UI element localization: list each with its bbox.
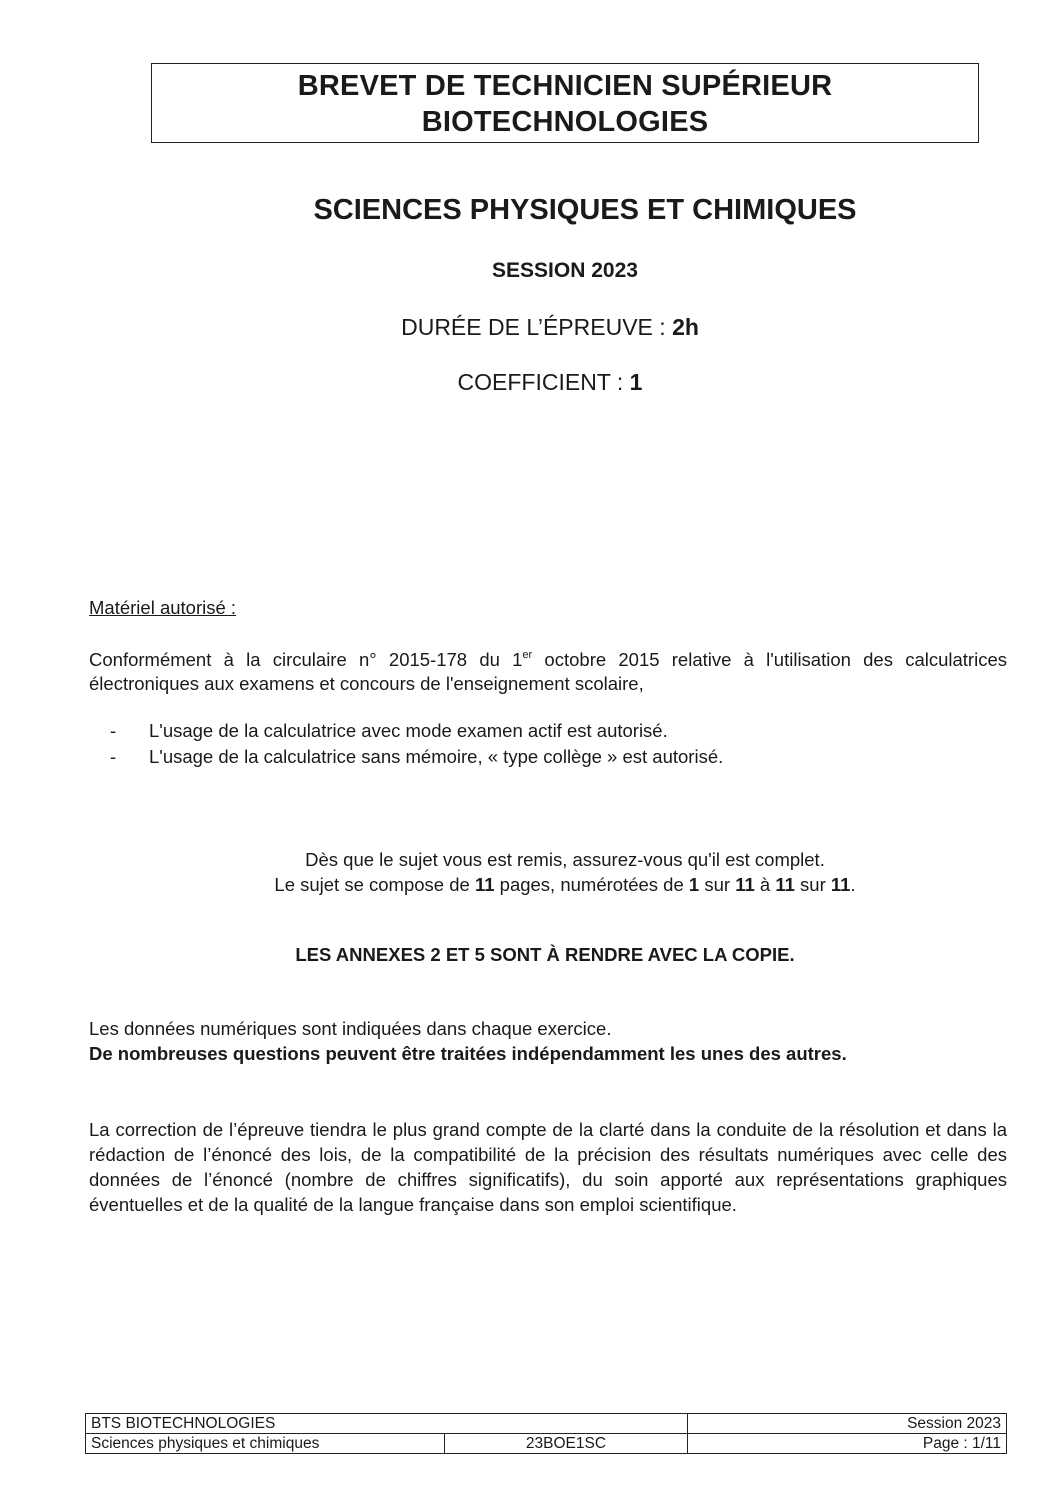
list-item-text: L'usage de la calculatrice sans mémoire, « type collège » est autorisé. (149, 746, 724, 767)
completeness-notice (0, 847, 1058, 897)
intro-text-a: Conformément à la circulaire n° 2015-178 du 1 (89, 649, 523, 670)
list-item (110, 718, 723, 744)
duration-label: DURÉE DE L’ÉPREUVE : (401, 314, 673, 340)
data-notice-line: Les données numériques sont indiquées dans chaque exercice. (89, 1018, 612, 1039)
list-item (110, 744, 723, 770)
page-of: 11 (735, 874, 755, 895)
text: sur (699, 874, 736, 895)
text: . (850, 874, 856, 895)
title-box (151, 63, 979, 143)
duration-value: 2h (672, 314, 699, 340)
page-last-of: 11 (830, 874, 851, 895)
specialty-title: BIOTECHNOLOGIES (421, 106, 709, 138)
completeness-line-2 (0, 872, 1058, 897)
page-last: 11 (775, 874, 795, 895)
footer-program: BTS BIOTECHNOLOGIES (86, 1414, 688, 1434)
dash-bullet: - (110, 720, 117, 741)
list-item-text: L'usage de la calculatrice avec mode examen actif est autorisé. (149, 720, 668, 741)
intro-text-b: octobre 2015 relative à l'utilisation des calculatrices électroniques aux examens et concours de l'enseignement scolaire, (89, 649, 1007, 694)
annexes-notice: LES ANNEXES 2 ET 5 SONT À RENDRE AVEC LA COPIE. (295, 944, 795, 965)
materiel-list (110, 718, 723, 770)
subject-title: SCIENCES PHYSIQUES ET CHIMIQUES (313, 194, 857, 226)
intro-superscript: er (522, 649, 533, 661)
materiel-heading: Matériel autorisé : (89, 597, 237, 618)
coefficient-label: COEFFICIENT : (457, 369, 630, 395)
text: à (754, 874, 776, 895)
exam-coefficient (0, 369, 1058, 396)
completeness-line-1: Dès que le sujet vous est remis, assurez-vous qu'il est complet. (305, 849, 825, 870)
text: Le sujet se compose de (274, 874, 475, 895)
coefficient-value: 1 (629, 369, 643, 395)
pages-total: 11 (474, 874, 495, 895)
correction-paragraph: La correction de l’épreuve tiendra le plus grand compte de la clarté dans la conduite de la résolution et dans la rédaction de l’énoncé des lois, de la compatibilité de la précision des résultats numériques avec celle des données de l’énoncé (nombre de chiffres significatifs), du soin apporté aux représentations graphiques éventuelles et de la qualité de la langue française dans son emploi scientifique. (89, 1119, 1007, 1215)
page-first: 1 (688, 874, 700, 895)
session-label: SESSION 2023 (492, 259, 638, 282)
materiel-intro (89, 648, 1007, 696)
footer-page: Page : 1/11 (688, 1434, 1007, 1454)
independent-questions-notice: De nombreuses questions peuvent être traitées indépendamment les unes des autres. (89, 1043, 847, 1064)
footer-subject: Sciences physiques et chimiques (86, 1434, 445, 1454)
text: pages, numérotées de (494, 874, 689, 895)
text: sur (794, 874, 831, 895)
data-notice (89, 1016, 847, 1066)
footer-code: 23BOE1SC (445, 1434, 688, 1454)
footer-table (85, 1413, 1007, 1454)
dash-bullet: - (110, 746, 117, 767)
exam-duration (0, 314, 1058, 341)
diploma-title: BREVET DE TECHNICIEN SUPÉRIEUR (297, 70, 833, 102)
footer-session: Session 2023 (688, 1414, 1007, 1434)
